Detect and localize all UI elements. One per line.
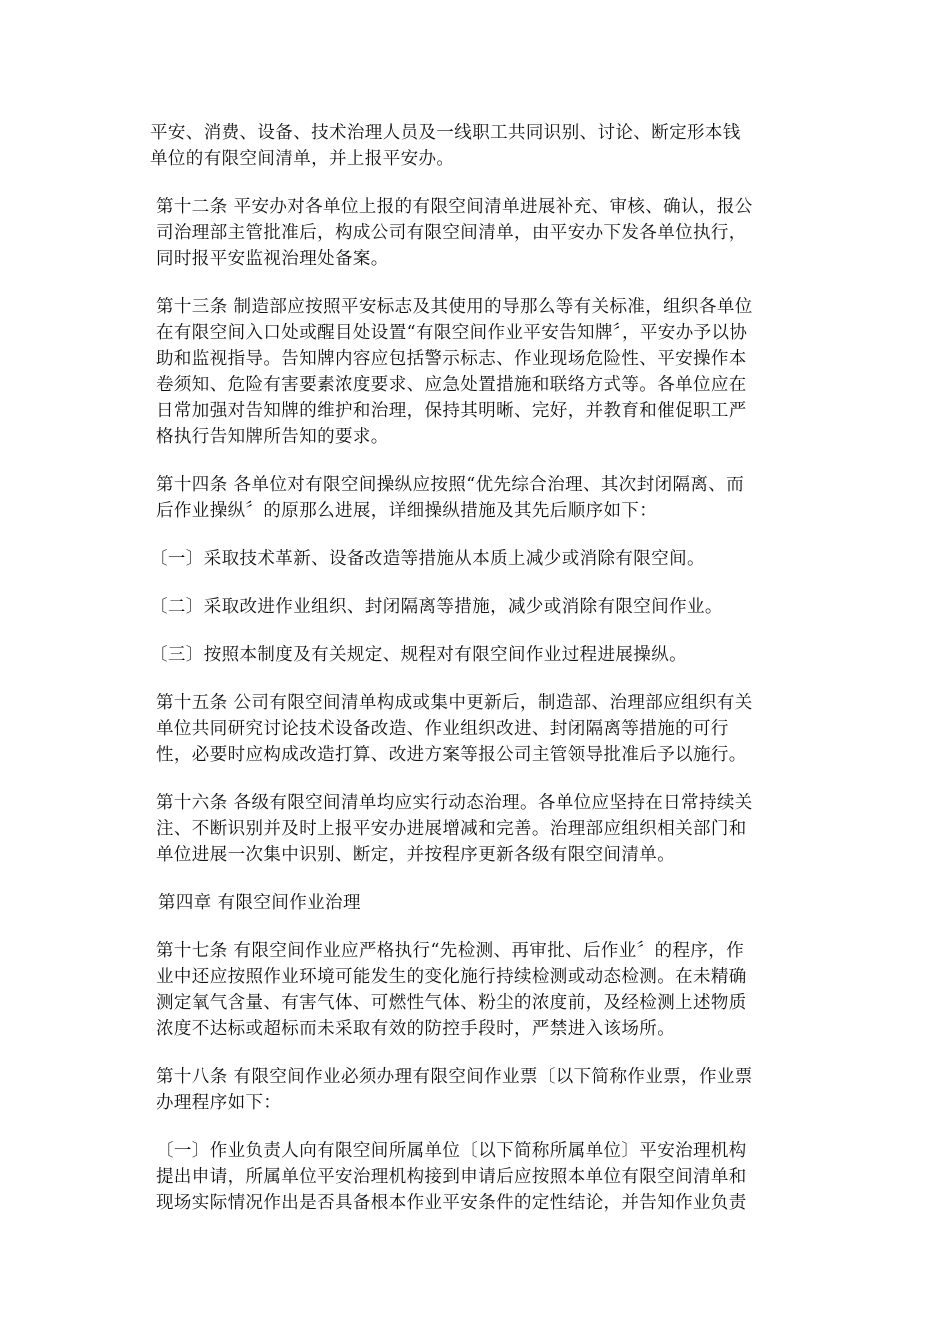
text-line: 司治理部主管批准后，构成公司有限空间清单，由平安办下发各单位执行，: [156, 223, 747, 243]
text-line: 第十八条 有限空间作业必须办理有限空间作业票〔以下简称作业票，作业票: [156, 1067, 753, 1087]
text-line: 格执行告知牌所告知的要求。: [156, 427, 389, 447]
text-line: 第十三条 制造部应按照平安标志及其使用的导那么等有关标准，组织各单位: [156, 297, 753, 317]
text-line: 单位进展一次集中识别、断定，并按程序更新各级有限空间清单。: [156, 845, 676, 865]
text-line: 单位共同研究讨论技术设备改造、作业组织改进、封闭隔离等措施的可行: [156, 719, 729, 739]
text-line: 第十六条 各级有限空间清单均应实行动态治理。各单位应坚持在日常持续关: [156, 793, 753, 813]
list-item-2: [150, 594, 800, 620]
document-page: [150, 120, 800, 1238]
text-line: 浓度不达标或超标而未采取有效的防控手段时，严禁进入该场所。: [156, 1019, 676, 1039]
article-14: [150, 472, 800, 524]
text-line: 第十五条 公司有限空间清单构成或集中更新后，制造部、治理部应组织有关: [156, 693, 753, 713]
text-line: 性，必要时应构成改造打算、改进方案等报公司主管领导批准后予以施行。: [156, 745, 747, 765]
text-line: 单位的有限空间清单，并上报平安办。: [150, 149, 455, 169]
list-item-1: [150, 546, 800, 572]
text-line: 在有限空间入口处或醒目处设置“有限空间作业平安告知牌〞，平安办予以协: [156, 323, 748, 343]
list-item-18-1: [150, 1138, 800, 1216]
text-line: 第十七条 有限空间作业应严格执行“先检测、再审批、后作业〞的程序，作: [156, 941, 745, 961]
article-13: [150, 294, 800, 450]
list-item-3: [150, 642, 800, 668]
text-line: 卷须知、危险有害要素浓度要求、应急处置措施和联络方式等。各单位应在: [156, 375, 747, 395]
article-12: [150, 194, 800, 272]
text-line: 后作业操纵〞的原那么进展，详细操纵措施及其先后顺序如下：: [156, 501, 658, 521]
text-line: 平安、消费、设备、技术治理人员及一线职工共同识别、讨论、断定形本钱: [150, 123, 741, 143]
text-line: 第十四条 各单位对有限空间操纵应按照“优先综合治理、其次封闭隔离、而: [156, 475, 745, 495]
text-line: 日常加强对告知牌的维护和治理，保持其明晰、完好，并教育和催促职工严: [156, 401, 747, 421]
text-line: 办理程序如下：: [156, 1093, 282, 1113]
text-line: 助和监视指导。告知牌内容应包括警示标志、作业现场危险性、平安操作本: [156, 349, 747, 369]
text-line: 第四章 有限空间作业治理: [158, 893, 361, 913]
text-line: 测定氧气含量、有害气体、可燃性气体、粉尘的浓度前，及经检测上述物质: [156, 993, 747, 1013]
text-line: 现场实际情况作出是否具备根本作业平安条件的定性结论，并告知作业负责: [156, 1193, 747, 1213]
chapter-4-heading: [150, 890, 800, 916]
paragraph-intro: [150, 120, 800, 172]
article-15: [150, 690, 800, 768]
text-line: 提出申请，所属单位平安治理机构接到申请后应按照本单位有限空间清单和: [156, 1167, 747, 1187]
text-line: 〔一〕作业负责人向有限空间所属单位〔以下简称所属单位〕平安治理机构: [156, 1141, 747, 1161]
article-18: [150, 1064, 800, 1116]
text-line: 业中还应按照作业环境可能发生的变化施行持续检测或动态检测。在未精确: [156, 967, 747, 987]
text-line: 〔三〕按照本制度及有关规定、规程对有限空间作业过程进展操纵。: [150, 645, 687, 665]
article-16: [150, 790, 800, 868]
text-line: 注、不断识别并及时上报平安办进展增减和完善。治理部应组织相关部门和: [156, 819, 747, 839]
text-line: 同时报平安监视治理处备案。: [156, 249, 389, 269]
text-line: 〔二〕采取改进作业组织、封闭隔离等措施，减少或消除有限空间作业。: [150, 597, 723, 617]
text-line: 〔一〕采取技术革新、设备改造等措施从本质上减少或消除有限空间。: [150, 549, 705, 569]
article-17: [150, 938, 800, 1042]
text-line: 第十二条 平安办对各单位上报的有限空间清单进展补充、审核、确认，报公: [156, 197, 753, 217]
